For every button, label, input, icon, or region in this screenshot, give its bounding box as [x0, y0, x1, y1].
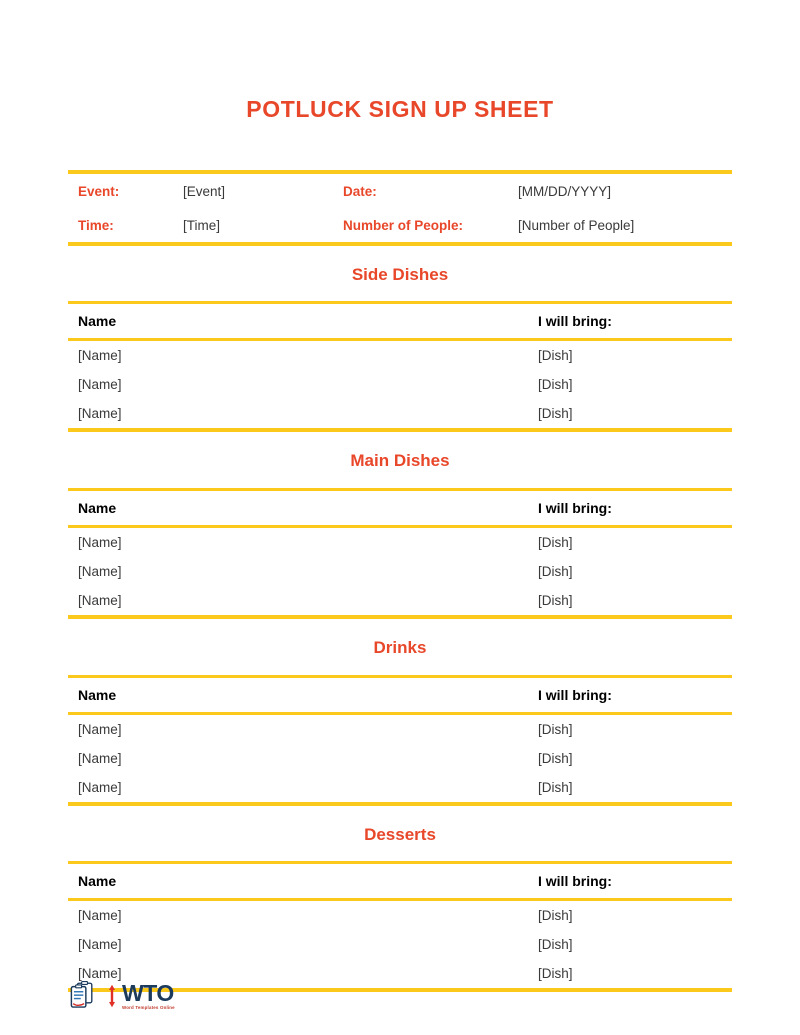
dish-field[interactable]: [Dish] — [538, 779, 573, 795]
dish-field[interactable]: [Dish] — [538, 534, 573, 550]
name-field[interactable]: [Name] — [78, 534, 122, 550]
date-label: Date: — [343, 183, 377, 199]
column-header-bring: I will bring: — [538, 686, 612, 703]
section-title: Drinks — [373, 637, 427, 657]
signup-table — [68, 678, 732, 712]
section — [68, 619, 732, 806]
signup-table — [68, 864, 732, 898]
signup-table — [68, 491, 732, 525]
table-row — [68, 370, 732, 399]
table-header-row — [68, 864, 732, 898]
signup-rows — [68, 341, 732, 428]
name-field[interactable]: [Name] — [78, 966, 122, 982]
event-info-table — [68, 174, 732, 242]
column-header-name: Name — [78, 499, 117, 516]
time-value[interactable]: [Time] — [183, 217, 220, 233]
dish-field[interactable]: [Dish] — [538, 721, 573, 737]
table-row — [68, 744, 732, 773]
table-row — [68, 586, 732, 615]
date-value[interactable]: [MM/DD/YYYY] — [518, 183, 612, 199]
signup-rows — [68, 528, 732, 615]
section — [68, 432, 732, 619]
dish-field[interactable]: [Dish] — [538, 563, 573, 579]
name-field[interactable]: [Name] — [78, 750, 122, 766]
sections-container — [68, 246, 732, 993]
dish-field[interactable]: [Dish] — [538, 377, 573, 393]
name-field[interactable]: [Name] — [78, 406, 122, 422]
table-row — [68, 528, 732, 557]
section-title: Desserts — [364, 824, 436, 844]
name-field[interactable]: [Name] — [78, 937, 122, 953]
dish-field[interactable]: [Dish] — [538, 406, 573, 422]
info-row — [68, 208, 732, 242]
event-value[interactable]: [Event] — [183, 183, 226, 199]
column-header-name: Name — [78, 686, 117, 703]
table-row — [68, 557, 732, 586]
up-down-arrow-icon — [106, 979, 118, 1013]
dish-field[interactable]: [Dish] — [538, 348, 573, 364]
table-header-row — [68, 678, 732, 712]
table-row — [68, 715, 732, 744]
table-row — [68, 901, 732, 930]
dish-field[interactable]: [Dish] — [538, 592, 573, 608]
event-label: Event: — [78, 183, 120, 199]
dish-field[interactable]: [Dish] — [538, 937, 573, 953]
event-info-block — [68, 170, 732, 246]
column-header-bring: I will bring: — [538, 313, 612, 330]
column-header-bring: I will bring: — [538, 873, 612, 890]
time-label: Time: — [78, 217, 114, 233]
name-field[interactable]: [Name] — [78, 592, 122, 608]
dish-field[interactable]: [Dish] — [538, 750, 573, 766]
name-field[interactable]: [Name] — [78, 908, 122, 924]
name-field[interactable]: [Name] — [78, 563, 122, 579]
section-title: Main Dishes — [350, 451, 450, 471]
logo-wordmark: WTO — [122, 979, 174, 1006]
column-header-name: Name — [78, 313, 117, 330]
clipboard-icon — [68, 979, 102, 1013]
table-header-row — [68, 304, 732, 338]
table-row — [68, 773, 732, 802]
logo-tagline: Word Templates Online — [122, 1004, 175, 1010]
name-field[interactable]: [Name] — [78, 377, 122, 393]
name-field[interactable]: [Name] — [78, 348, 122, 364]
dish-field[interactable]: [Dish] — [538, 908, 573, 924]
section-title: Side Dishes — [351, 264, 449, 284]
table-row — [68, 930, 732, 959]
table-header-row — [68, 491, 732, 525]
logo-text — [122, 979, 175, 1010]
signup-table — [68, 304, 732, 338]
column-header-name: Name — [78, 873, 117, 890]
footer-logo — [68, 979, 175, 1013]
section — [68, 246, 732, 433]
signup-rows — [68, 901, 732, 988]
info-row — [68, 174, 732, 208]
column-header-bring: I will bring: — [538, 499, 612, 516]
signup-rows — [68, 715, 732, 802]
number-of-people-value[interactable]: [Number of People] — [518, 217, 635, 233]
name-field[interactable]: [Name] — [78, 721, 122, 737]
name-field[interactable]: [Name] — [78, 779, 122, 795]
page-title: POTLUCK SIGN UP SHEET — [246, 96, 554, 122]
table-row — [68, 399, 732, 428]
section — [68, 806, 732, 993]
table-row — [68, 341, 732, 370]
number-of-people-label: Number of People: — [343, 217, 464, 233]
dish-field[interactable]: [Dish] — [538, 966, 573, 982]
